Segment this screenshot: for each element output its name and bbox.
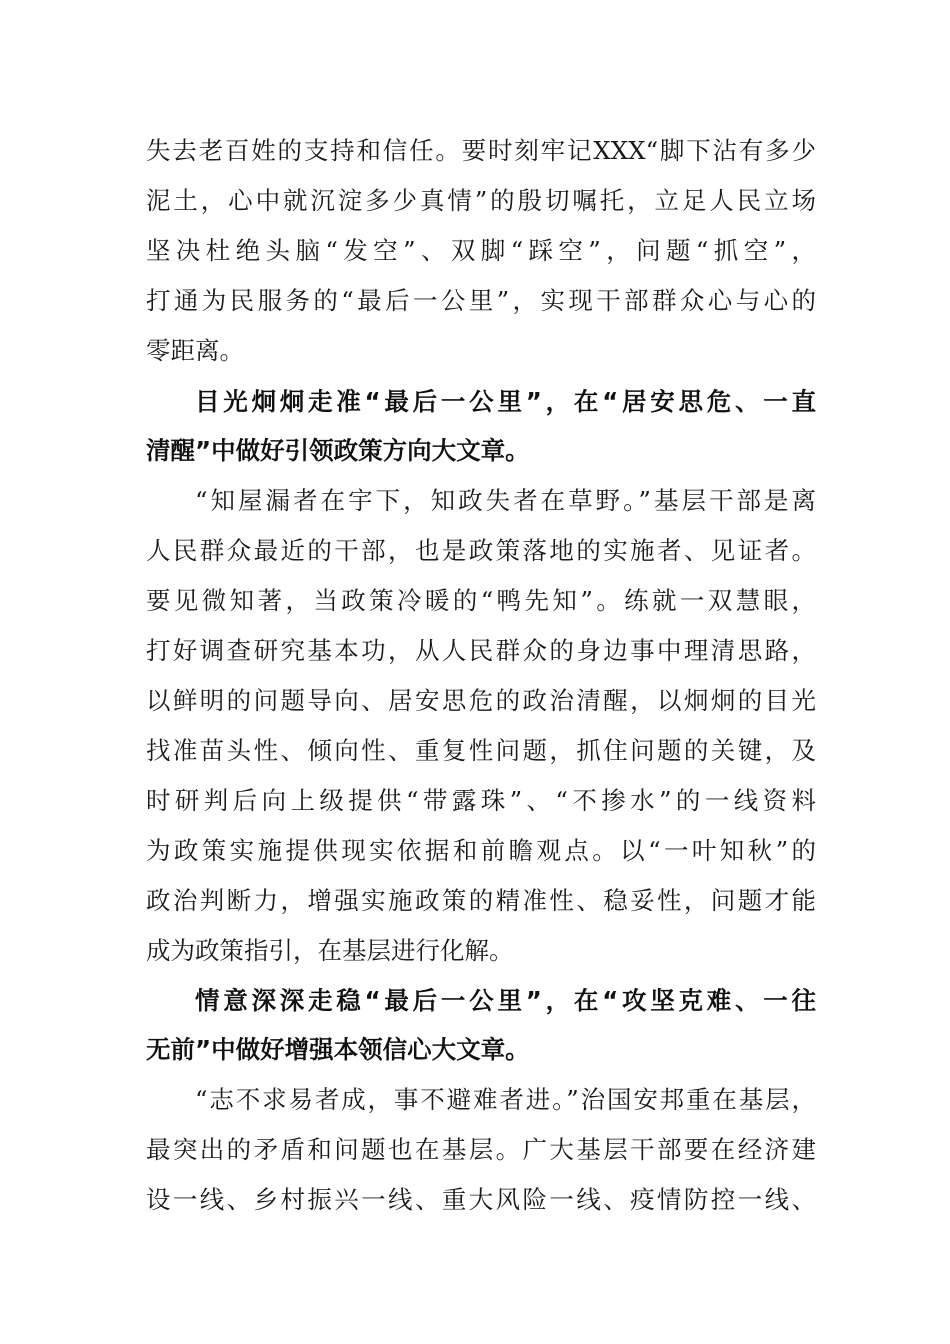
section-heading: 无前”中做好增强本领信心大文章。: [146, 1035, 530, 1064]
body-line: 最突出的矛盾和问题也在基层。广大基层干部要在经济建: [146, 1135, 816, 1164]
body-line: “志不求易者成，事不避难者进。”治国安邦重在基层，: [195, 1085, 816, 1114]
body-line: 零距离。: [146, 336, 244, 365]
body-line: 打通为民服务的“最后一公里”，实现干部群众心与心的: [146, 286, 816, 315]
section-heading: 清醒”中做好引领政策方向大文章。: [146, 436, 530, 465]
body-line: 成为政策指引，在基层进行化解。: [146, 936, 514, 965]
body-line: 政治判断力，增强实施政策的精准性、稳妥性，问题才能: [146, 886, 816, 915]
body-line: 找准苗头性、倾向性、重复性问题，抓住问题的关键，及: [146, 736, 816, 765]
section-heading: 情意深深走稳“最后一公里”，在“攻坚克难、一往: [195, 986, 816, 1015]
section-heading: 目光炯炯走准“最后一公里”，在“居安思危、一直: [195, 387, 816, 416]
body-line: 打好调查研究基本功，从人民群众的身边事中理清思路，: [146, 636, 816, 665]
body-line: 设一线、乡村振兴一线、重大风险一线、疫情防控一线、: [146, 1185, 816, 1214]
body-line: 要见微知著，当政策冷暖的“鸭先知”。练就一双慧眼，: [146, 586, 816, 615]
body-line: 时研判后向上级提供“带露珠”、“不掺水”的一线资料: [146, 786, 816, 815]
body-line: 失去老百姓的支持和信任。要时刻牢记XXX“脚下沾有多少: [146, 136, 816, 165]
body-line: 泥土，心中就沉淀多少真情”的殷切嘱托，立足人民立场: [146, 186, 816, 215]
body-line: 为政策实施提供现实依据和前瞻观点。以“一叶知秋”的: [146, 836, 816, 865]
body-line: 坚决杜绝头脑“发空”、双脚“踩空”，问题“抓空”，: [146, 236, 816, 265]
body-line: 以鲜明的问题导向、居安思危的政治清醒，以炯炯的目光: [146, 686, 816, 715]
body-line: 人民群众最近的干部，也是政策落地的实施者、见证者。: [146, 536, 816, 565]
body-line: “知屋漏者在宇下，知政失者在草野。”基层干部是离: [195, 486, 816, 515]
